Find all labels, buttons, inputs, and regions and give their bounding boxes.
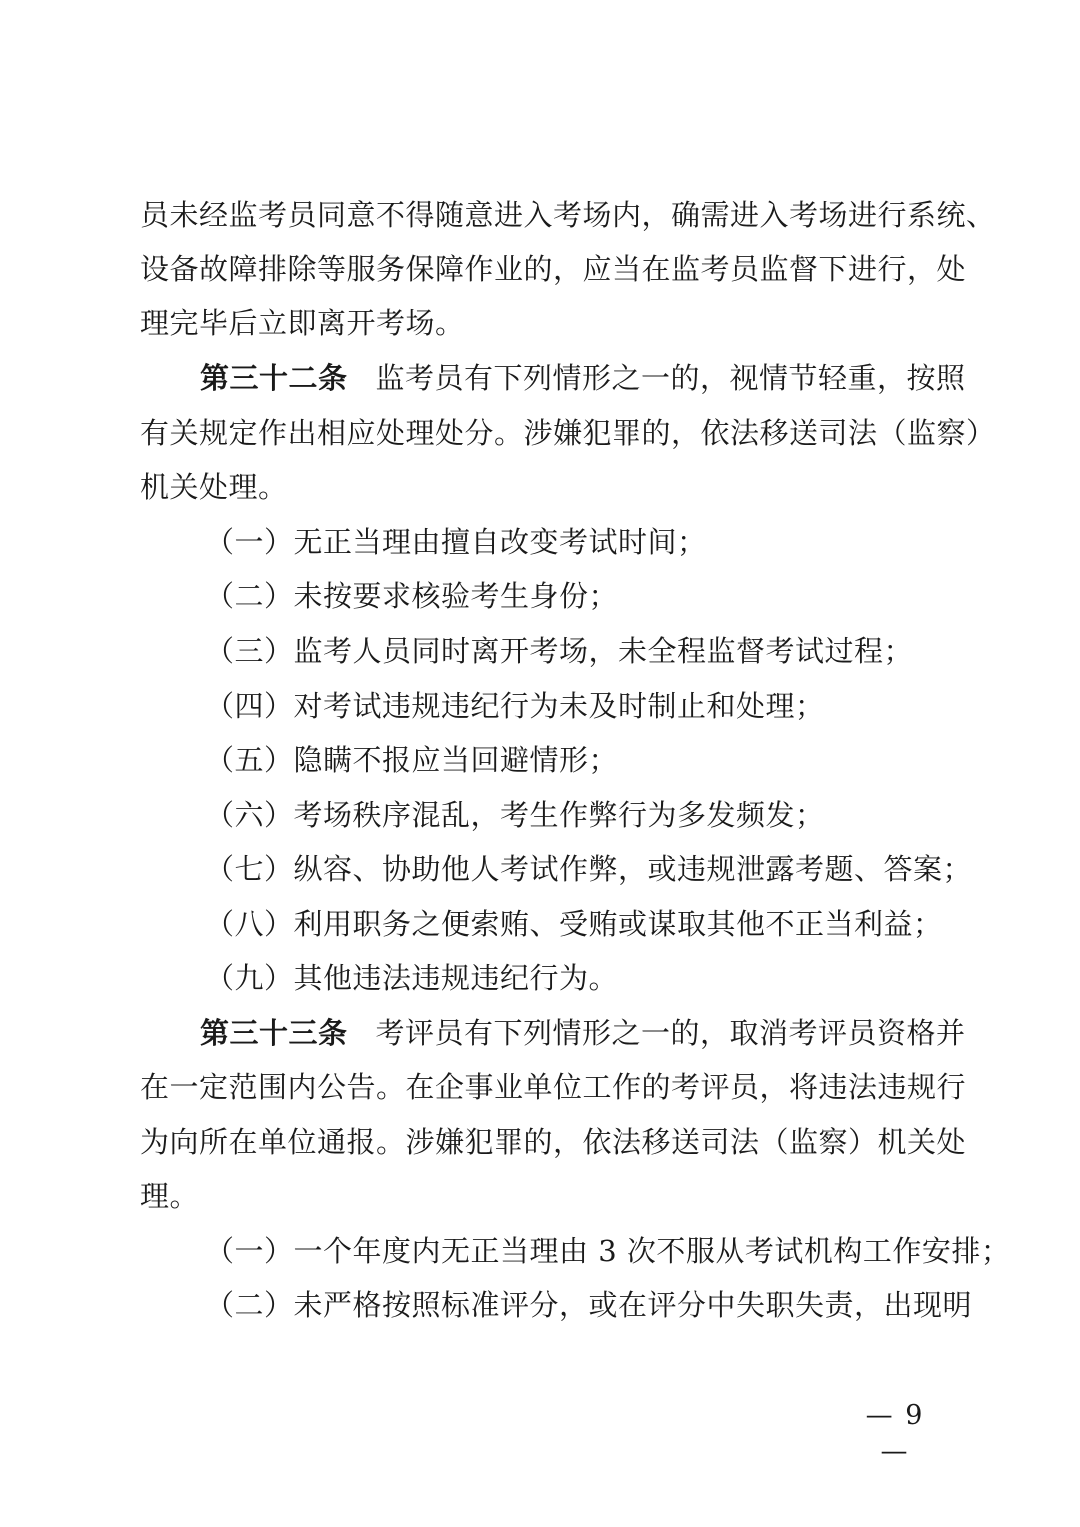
article-32-text-1: 监考员有下列情形之一的，视情节轻重，按照 — [375, 361, 966, 395]
article-32-item-4: （四）对考试违规违纪行为未及时制止和处理； — [205, 689, 825, 723]
page-number: — 9 — — [865, 1400, 925, 1467]
article-32-item-5: （五）隐瞒不报应当回避情形； — [205, 743, 619, 777]
article-32-first-line — [200, 358, 966, 398]
continuation-line-2: 设备故障排除等服务保障作业的，应当在监考员监督下进行，处 — [140, 252, 967, 286]
article-32-item-7: （七）纵容、协助他人考试作弊，或违规泄露考题、答案； — [205, 852, 973, 886]
article-32-item-6: （六）考场秩序混乱，考生作弊行为多发频发； — [205, 798, 825, 832]
article-33-first-line — [200, 1013, 966, 1053]
continuation-line-3: 理完毕后立即离开考场。 — [140, 306, 465, 340]
article-32-item-8: （八）利用职务之便索贿、受贿或谋取其他不正当利益； — [205, 907, 943, 941]
article-32-heading: 第三十二条 — [200, 361, 348, 395]
article-32-item-1: （一）无正当理由擅自改变考试时间； — [205, 525, 707, 559]
continuation-line-1: 员未经监考员同意不得随意进入考场内，确需进入考场进行系统、 — [140, 198, 996, 232]
article-33-text-4: 理。 — [140, 1179, 200, 1213]
article-32-item-2: （二）未按要求核验考生身份； — [205, 579, 619, 613]
article-32-text-2: 有关规定作出相应处理处分。涉嫌犯罪的，依法移送司法（监察） — [140, 416, 996, 450]
article-33-heading: 第三十三条 — [200, 1016, 348, 1050]
article-33-text-2: 在一定范围内公告。在企事业单位工作的考评员，将违法违规行 — [140, 1070, 967, 1104]
article-33-item-1: （一）一个年度内无正当理由 3 次不服从考试机构工作安排； — [205, 1234, 1011, 1268]
article-32-item-9: （九）其他违法违规违纪行为。 — [205, 961, 619, 995]
article-32-text-3: 机关处理。 — [140, 470, 288, 504]
article-33-text-3: 为向所在单位通报。涉嫌犯罪的，依法移送司法（监察）机关处 — [140, 1125, 967, 1159]
article-33-item-2: （二）未严格按照标准评分，或在评分中失职失责，出现明 — [205, 1288, 973, 1322]
article-32-item-3: （三）监考人员同时离开考场，未全程监督考试过程； — [205, 634, 914, 668]
article-33-text-1: 考评员有下列情形之一的，取消考评员资格并 — [375, 1016, 966, 1050]
